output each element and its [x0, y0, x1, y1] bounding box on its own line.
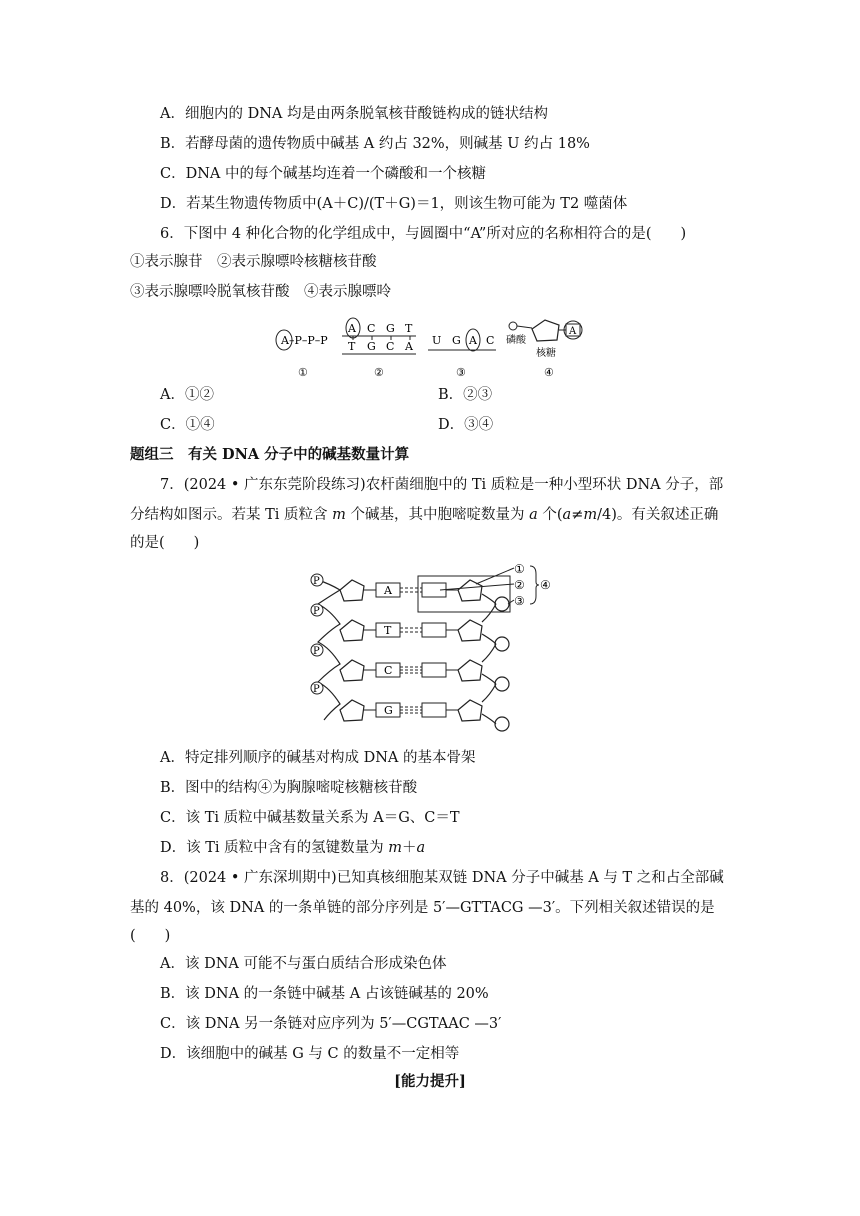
- sugar-left-4: [340, 700, 364, 721]
- q6-option-d: D．③④: [438, 417, 494, 433]
- c2-top-3: T: [405, 322, 413, 335]
- c2-top-0: A: [348, 322, 356, 335]
- svg-text:P: P: [313, 684, 320, 695]
- svg-text:P: P: [313, 576, 320, 587]
- svg-text:P: P: [313, 646, 320, 657]
- ribose-label: 核糖: [536, 348, 556, 359]
- label-1: ①: [514, 562, 525, 576]
- q7-dna-figure: [300, 560, 570, 740]
- fig-num-1: ①: [298, 366, 308, 379]
- q6-figure: [270, 312, 590, 384]
- sugar-left-3: [340, 660, 364, 681]
- dna-base-3: C: [384, 664, 393, 677]
- c2-bottom-0: T: [348, 340, 356, 353]
- c3-base-1: G: [452, 334, 461, 347]
- q6-stem: 6．下图中 4 种化合物的化学组成中，与圆圈中“A”所对应的名称相符合的是( ): [160, 226, 687, 242]
- phosphate-group: [311, 574, 323, 695]
- q7-option-d: D．该 Ti 质粒中含有的氢键数量为 m＋a: [160, 840, 426, 856]
- q6-option-b: B．②③: [438, 387, 493, 403]
- q8-option-d: D．该细胞中的碱基 G 与 C 的数量不一定相等: [160, 1046, 460, 1062]
- q8-line-3: ( ): [130, 928, 171, 944]
- dna-base-4: G: [384, 704, 393, 717]
- c3-base-3: C: [486, 334, 495, 347]
- c2-top-1: C: [367, 322, 376, 335]
- q5-option-d: D．若某生物遗传物质中(A＋C)/(T＋G)＝1，则该生物可能为 T2 噬菌体: [160, 196, 628, 212]
- c2-top-2: G: [386, 322, 395, 335]
- fig-num-4: ④: [544, 366, 554, 379]
- brace: [530, 566, 539, 604]
- q7-line-1: 7．(2024 • 广东东莞阶段练习)农杆菌细胞中的 Ti 质粒是一种小型环状 DNA 分子，部: [160, 477, 724, 493]
- c2-bottom-3: A: [405, 340, 413, 353]
- q6-option-a: A．①②: [160, 387, 214, 403]
- svg-text:P: P: [313, 606, 320, 617]
- q8-line-2: 基的 40%，该 DNA 的一条单链的部分序列是 5′—GTTACG —3′。下列相关叙述错误的是: [130, 900, 715, 916]
- group-heading: 题组三 有关 DNA 分子中的碱基数量计算: [130, 446, 410, 463]
- q7-option-a: A．特定排列顺序的碱基对构成 DNA 的基本骨架: [160, 750, 476, 766]
- q5-option-a: A．细胞内的 DNA 均是由两条脱氧核苷酸链构成的链状结构: [160, 106, 548, 122]
- q6-option-c: C．①④: [160, 417, 215, 433]
- fig-num-3: ③: [456, 366, 466, 379]
- q7-line-2: 分结构如图示。若某 Ti 质粒含 m 个碱基，其中胞嘧啶数量为 a 个(a≠m/4)。有关叙述正确: [130, 507, 719, 523]
- q5-option-c: C．DNA 中的每个碱基均连着一个磷酸和一个核糖: [160, 166, 486, 182]
- fig-num-2: ②: [374, 366, 384, 379]
- q7-option-b: B．图中的结构④为胸腺嘧啶核糖核苷酸: [160, 780, 418, 796]
- q7-option-c: C．该 Ti 质粒中碱基数量关系为 A＝G、C＝T: [160, 810, 460, 826]
- q7-line-3: 的是( ): [130, 535, 200, 551]
- q8-option-c: C．该 DNA 另一条链对应序列为 5′—CGTAAC —3′: [160, 1016, 502, 1032]
- q8-option-a: A．该 DNA 可能不与蛋白质结合形成染色体: [160, 956, 447, 972]
- label-3: ③: [514, 594, 525, 608]
- label-4: ④: [540, 578, 551, 592]
- ribose-pentagon: [532, 320, 559, 341]
- phosphate-label: 磷酸: [506, 335, 526, 346]
- c3-base-0: U: [432, 334, 442, 347]
- label-2: ②: [514, 578, 525, 592]
- c1-formula: A–P–P–P: [281, 334, 328, 347]
- q8-line-1: 8．(2024 • 广东深圳期中)已知真核细胞某双链 DNA 分子中碱基 A 与 T 之和占全部碱: [160, 870, 724, 886]
- sugar-right-2: [458, 620, 482, 641]
- c4-base: A: [569, 326, 577, 337]
- sugar-left-2: [340, 620, 364, 641]
- sugar-left-1: [340, 580, 364, 601]
- q6-items-3-4: ③表示腺嘌呤脱氧核苷酸 ④表示腺嘌呤: [130, 284, 391, 300]
- dna-base-1: A: [384, 584, 392, 597]
- sugar-right-3: [458, 660, 482, 681]
- c2-bottom-1: G: [367, 340, 376, 353]
- q5-option-b: B．若酵母菌的遗传物质中碱基 A 约占 32%，则碱基 U 约占 18%: [160, 136, 590, 152]
- section-heading: [能力提升]: [394, 1073, 466, 1090]
- q6-items-1-2: ①表示腺苷 ②表示腺嘌呤核糖核苷酸: [130, 254, 377, 270]
- c2-bottom-2: C: [386, 340, 395, 353]
- q8-option-b: B．该 DNA 的一条链中碱基 A 占该链碱基的 20%: [160, 986, 489, 1002]
- sugar-right-4: [458, 700, 482, 721]
- dna-base-2: T: [384, 624, 392, 637]
- c3-base-2: A: [469, 334, 477, 347]
